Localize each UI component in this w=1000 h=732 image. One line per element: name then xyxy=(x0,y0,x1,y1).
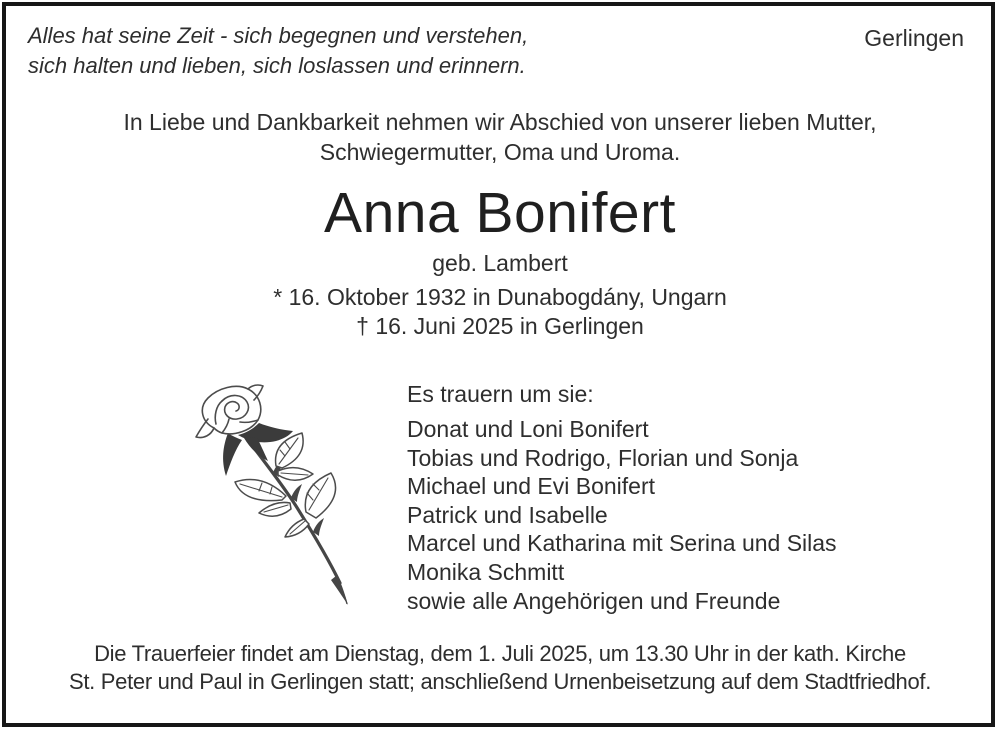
funeral-line-2: St. Peter und Paul in Gerlingen statt; anschließend Urnenbeisetzung auf dem Stadtfriedhof. xyxy=(68,668,932,694)
mourning-list xyxy=(407,381,837,615)
mourner-line: Donat und Loni Bonifert xyxy=(407,416,649,442)
mourner-line: Marcel und Katharina mit Serina und Silas xyxy=(407,530,837,557)
deceased-name: Anna Bonifert xyxy=(324,181,676,245)
rose-illustration-icon xyxy=(178,378,388,618)
intro-line-2: Schwiegermutter, Oma und Uroma. xyxy=(319,139,681,165)
funeral-details xyxy=(0,640,1000,695)
mourner-line: Patrick und Isabelle xyxy=(407,501,608,528)
location-label: Gerlingen xyxy=(864,25,964,51)
mourner-line: Tobias und Rodrigo, Florian und Sonja xyxy=(407,444,799,471)
intro-line-1: In Liebe und Dankbarkeit nehmen wir Abschied von unserer lieben Mutter, xyxy=(123,109,877,135)
epigraph-line-1: Alles hat seine Zeit - sich begegnen und verstehen, xyxy=(28,23,529,48)
mourner-line: Monika Schmitt xyxy=(407,558,565,585)
death-date-line: † 16. Juni 2025 in Gerlingen xyxy=(356,313,644,339)
life-dates xyxy=(0,283,1000,341)
intro-text xyxy=(0,107,1000,167)
mourner-line: Michael und Evi Bonifert xyxy=(407,473,656,500)
funeral-line-1: Die Trauerfeier findet am Dienstag, dem 1. Juli 2025, um 13.30 Uhr in der kath. Kirche xyxy=(94,641,906,666)
birth-date-line: * 16. Oktober 1932 in Dunabogdány, Ungarn xyxy=(273,284,727,310)
epigraph xyxy=(28,21,528,81)
mourning-heading: Es trauern um sie: xyxy=(407,381,594,407)
mourner-line: sowie alle Angehörigen und Freunde xyxy=(407,587,781,614)
deceased-birth-name: geb. Lambert xyxy=(432,250,568,276)
epigraph-line-2: sich halten und lieben, sich loslassen und erinnern. xyxy=(28,53,526,78)
